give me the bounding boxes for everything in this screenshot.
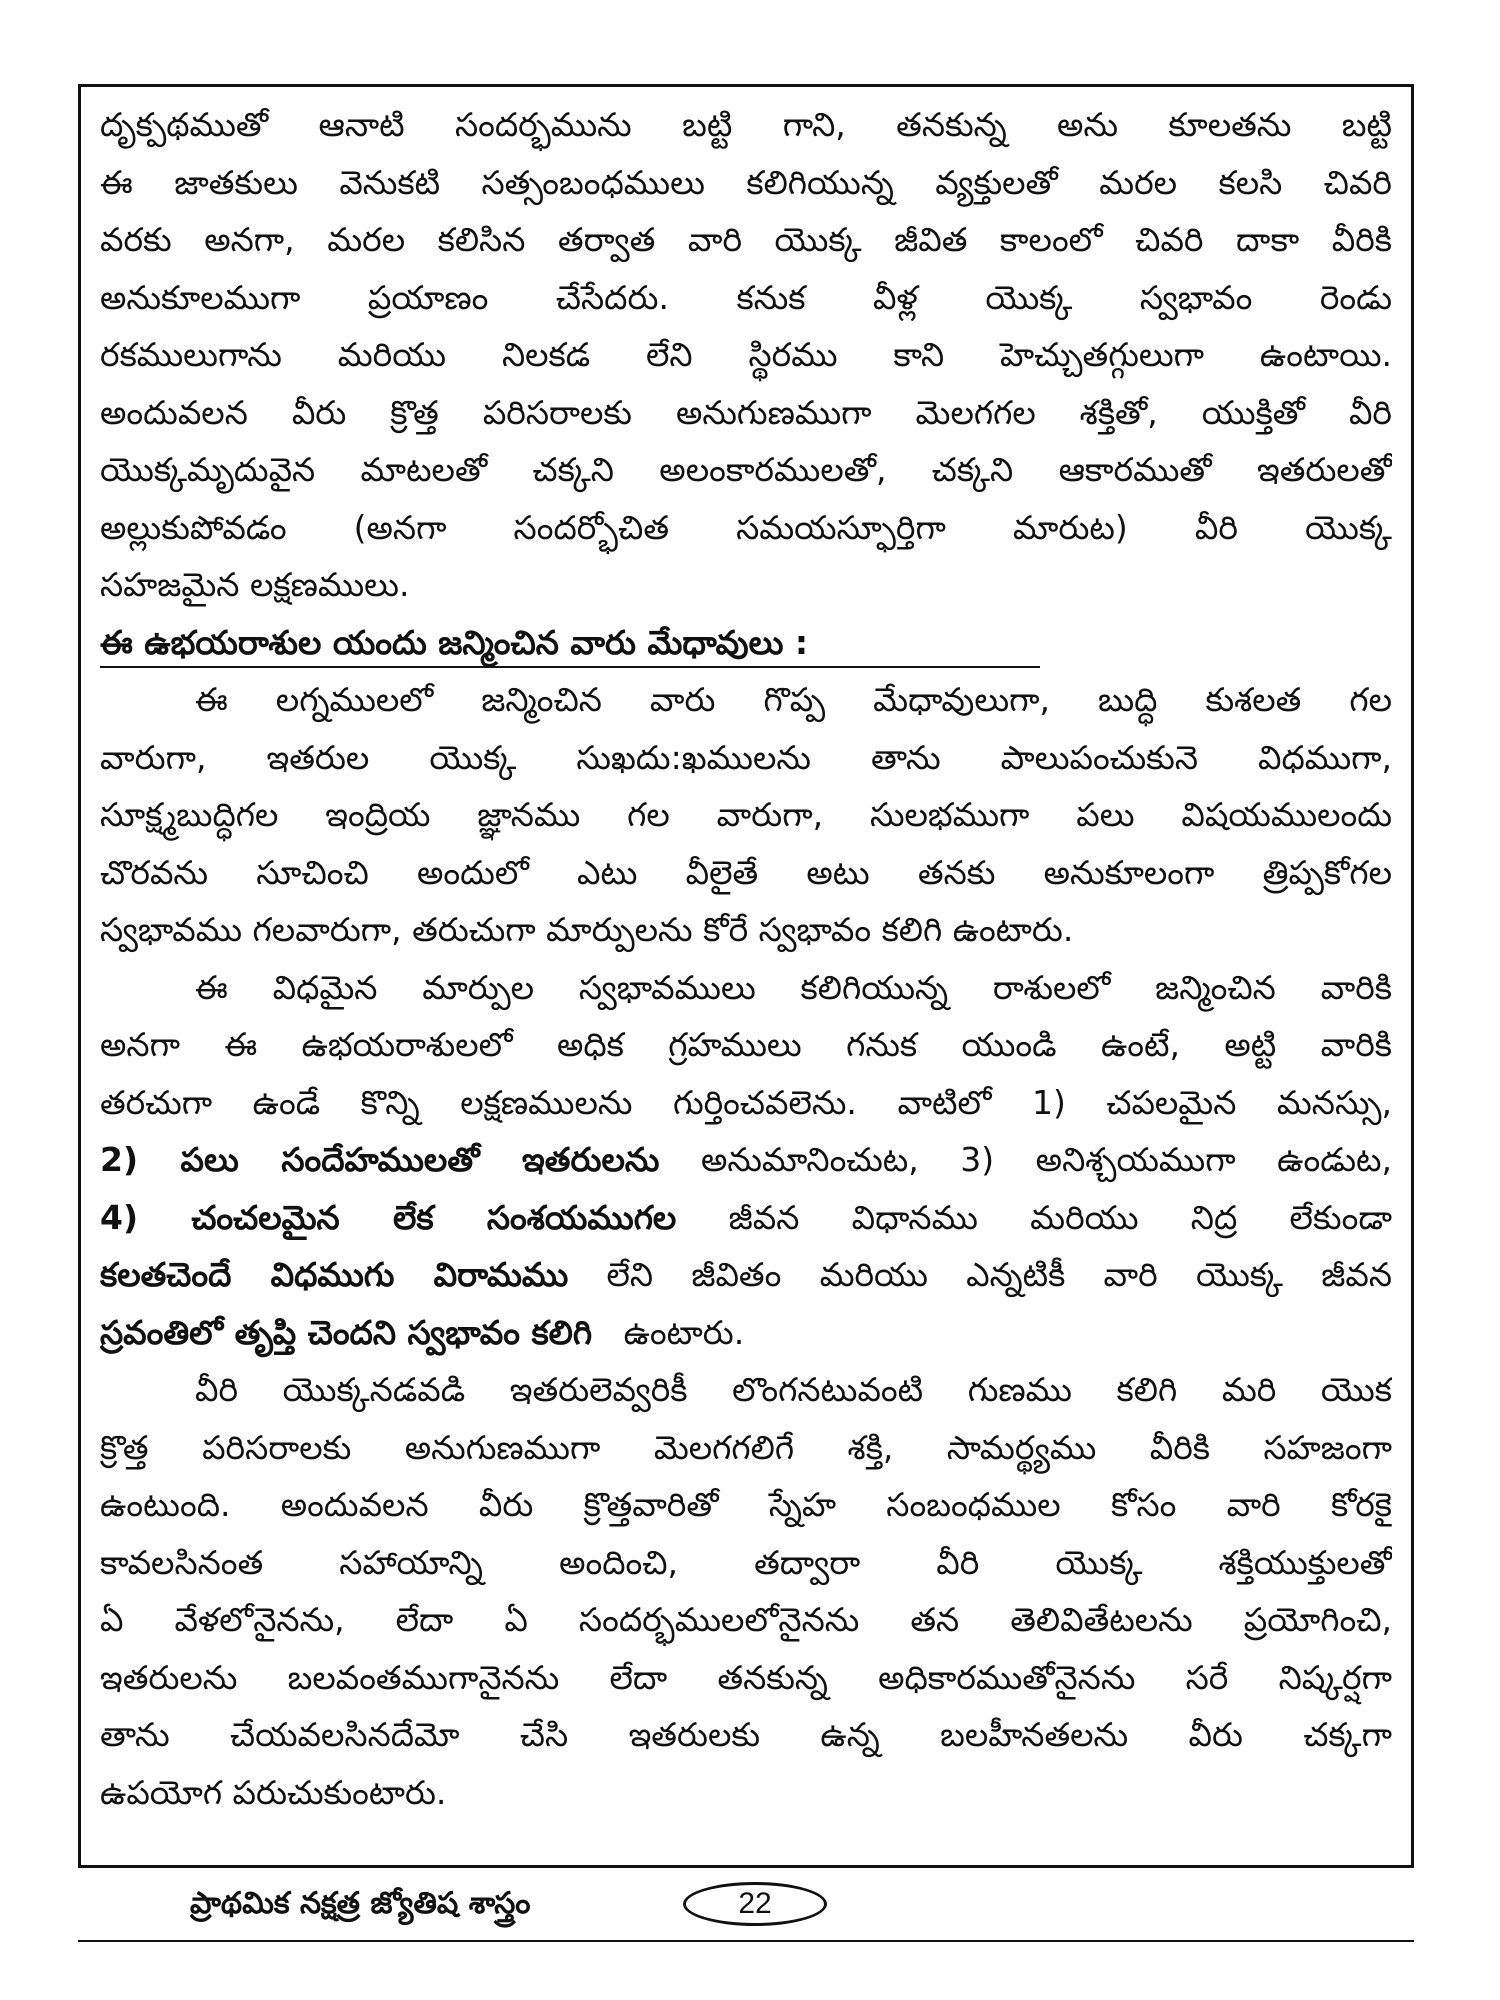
text-line: కావలసినంత సహాయాన్ని అందించి, తద్వారా వీరి యొక్క శక్తియుక్తులతో <box>100 1542 1392 1582</box>
heading-underline <box>100 666 1040 668</box>
text-line: ఈ విధమైన మార్పుల స్వభావములు కలిగియున్న రాశులలో జన్మించిన వారికి <box>195 967 1392 1007</box>
bold-text: 4) చంచలమైన లేక సంశయముగల <box>100 1197 677 1237</box>
section-heading <box>100 614 1392 672</box>
text-line: అనగా ఈ ఉభయరాశులలో అధిక గ్రహములు గనుక యుండి ఉంటే, అట్టి వారికి <box>100 1025 1392 1064</box>
page-body <box>100 96 1392 1821</box>
text-line: వరకు అనగా, మరల కలిసిన తర్వాత వారి యొక్క జీవిత కాలంలో చివరి దాకా వీరికి <box>100 220 1392 259</box>
text-line <box>100 1189 1392 1247</box>
line-text: అనుమానించుట, 3) అనిశ్చయముగా ఉండుట, <box>659 1140 1392 1179</box>
text-line: రకములుగాను మరియు నిలకడ లేని స్థిరము కాని హెచ్చుతగ్గులుగా ఉంటాయి. <box>100 335 1392 374</box>
text-line: వీరి యొక్కనడవడి ఇతరులెవ్వరికీ లొంగనటువంటి గుణము కలిగి మరి యొక <box>195 1370 1392 1409</box>
text-line: యొక్కమృదువైన మాటలతో చక్కని అలంకారములతో, చక్కని ఆకారముతో ఇతరులతో <box>100 450 1392 489</box>
text-line: ఏ వేళలోనైనను, లేదా ఏ సందర్భములలోనైనను తన తెలివితేటలను ప్రయోగించి, <box>100 1600 1392 1639</box>
text-line <box>100 1131 1392 1189</box>
page-number <box>683 1882 827 1926</box>
text-line: ఇతరులను బలవంతముగానైనను లేదా తనకున్న అధికారముతోనైనను సరే నిష్కర్షగా <box>100 1657 1392 1697</box>
page-number-text: 22 <box>738 1887 772 1920</box>
section-heading-text: ఈ ఉభయరాశుల యందు జన్మించిన వారు మేధావులు : <box>100 622 809 662</box>
line-text: ఉంటారు. <box>592 1312 745 1352</box>
book-title: ప్రాథమిక నక్షత్ర జ్యోతిష శాస్త్రం <box>190 1886 531 1921</box>
text-line: తాను చేయవలసినదేమో చేసి ఇతరులకు ఉన్న బలహీనతలను వీరు చక్కగా <box>100 1715 1392 1754</box>
text-line: స్వభావము గలవారుగా, తరుచుగా మార్పులను కోరే స్వభావం కలిగి ఉంటారు. <box>100 910 1074 949</box>
text-line: సూక్ష్మబుద్ధిగల ఇంద్రియ జ్ఞానము గల వారుగా, సులభముగా పలు విషయములందు <box>100 795 1392 834</box>
paragraph-1 <box>100 96 1392 614</box>
paragraph-4 <box>100 1361 1392 1821</box>
text-line: అల్లుకుపోవడం (అనగా సందర్భోచిత సమయస్ఫూర్తిగా మారుట) వీరి యొక్క <box>100 507 1392 547</box>
text-line: ఈ లగ్నములలో జన్మించిన వారు గొప్ప మేధావులుగా, బుద్ధి కుశలత గల <box>195 680 1392 719</box>
line-text: జీవన విధానము మరియు నిద్ర లేకుండా <box>676 1197 1392 1237</box>
text-line: ఉపయోగ పరుచుకుంటారు. <box>100 1772 447 1812</box>
text-line: చొరవను సూచించి అందులో ఎటు వీలైతే అటు తనకు అనుకూలంగా త్రిప్పకోగల <box>100 852 1392 892</box>
text-line: అనుకూలముగా ప్రయాణం చేసేదరు. కనుక వీళ్ల యొక్క స్వభావం రెండు <box>100 277 1392 317</box>
bold-text: 2) పలు సందేహములతో ఇతరులను <box>100 1140 660 1179</box>
bold-text: కలతచెందే విధముగు విరామము <box>100 1255 569 1294</box>
text-line: దృక్పథముతో ఆనాటి సందర్భమును బట్టి గాని, తనకున్న అను కూలతను బట్టి <box>100 105 1392 144</box>
text-line <box>100 1246 1392 1304</box>
text-line: క్రొత్త పరిసరాలకు అనుగుణముగా మెలగగలిగే శక్తి, సామర్థ్యము వీరికి సహజంగా <box>100 1427 1392 1467</box>
paragraph-3 <box>100 959 1392 1362</box>
text-line: సహజమైన లక్షణములు. <box>100 565 410 604</box>
text-line <box>100 1304 1392 1362</box>
paragraph-2 <box>100 671 1392 959</box>
bold-text: స్రవంతిలో తృప్తి చెందని స్వభావం కలిగి <box>100 1312 593 1352</box>
text-line: ఉంటుంది. అందువలన వీరు క్రొత్తవారితో స్నేహ సంబంధముల కోసం వారి కోరకై <box>100 1485 1392 1524</box>
text-line: తరచుగా ఉండే కొన్ని లక్షణములను గుర్తించవలెను. వాటిలో 1) చపలమైన మనస్సు, <box>100 1082 1392 1122</box>
footer-rule <box>78 1940 1414 1942</box>
text-line: ఈ జాతకులు వెనుకటి సత్సంబంధములు కలిగియున్న వ్యక్తులతో మరల కలసి చివరి <box>100 162 1392 202</box>
page-footer <box>78 1878 1414 1938</box>
text-line: వారుగా, ఇతరుల యొక్క సుఖదు:ఖములను తాను పాలుపంచుకునె విధముగా, <box>100 737 1392 777</box>
line-text: లేని జీవితం మరియు ఎన్నటికీ వారి యొక్క జీవన <box>568 1255 1392 1294</box>
text-line: అందువలన వీరు క్రొత్త పరిసరాలకు అనుగుణముగా మెలగగల శక్తితో, యుక్తితో వీరి <box>100 392 1392 432</box>
